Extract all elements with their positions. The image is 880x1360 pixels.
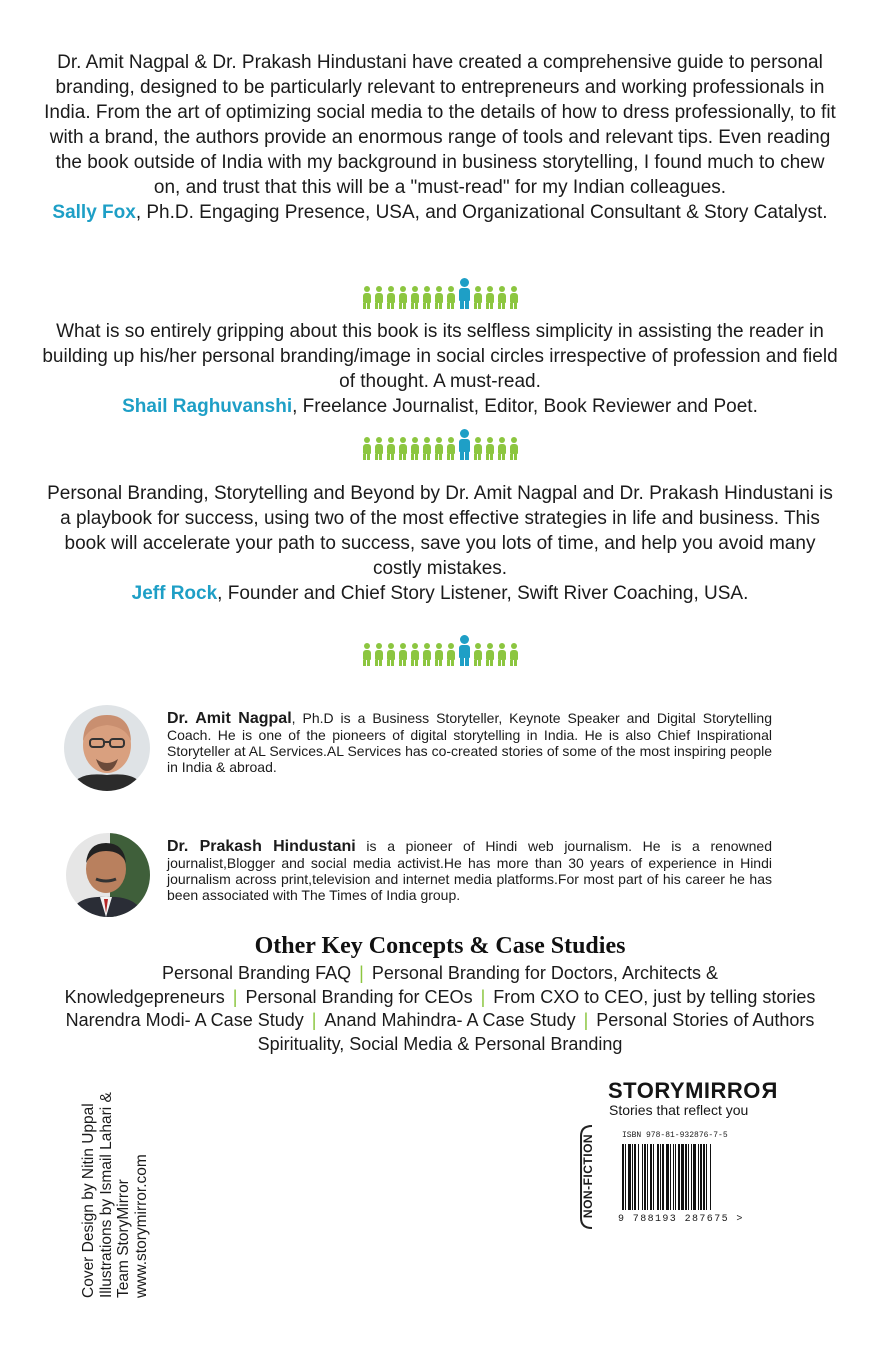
concept-separator: | — [311, 1010, 317, 1030]
review-shail-raghuvanshi — [40, 319, 840, 419]
author-bio-text: , Ph.D is a Business Storyteller, Keynote Speaker and Digital Storytelling Coach. He is one of the pioneers of digital storytelling in India. He is also Chief Inspirational Storyteller at AL Services.AL Services has co-created stories of some of the most inspiring people in India & abroad. — [167, 710, 772, 775]
author-photo-prakash-hindustani — [66, 833, 150, 917]
person-icon — [363, 437, 371, 460]
people-divider-icon — [0, 283, 880, 309]
concept-item: Personal Stories of Authors — [596, 1010, 815, 1030]
person-highlight-icon — [459, 278, 470, 309]
person-icon — [399, 286, 407, 309]
storymirror-logo — [608, 1078, 777, 1104]
person-icon — [399, 437, 407, 460]
author-name: Dr. Prakash Hindustani — [167, 838, 356, 855]
person-icon — [363, 286, 371, 309]
concept-separator: | — [583, 1010, 589, 1030]
person-icon — [387, 643, 395, 666]
concept-item: Personal Branding FAQ — [162, 963, 352, 983]
person-icon — [423, 643, 431, 666]
review-attribution — [40, 200, 840, 225]
people-divider-icon — [0, 640, 880, 666]
concept-item: From CXO to CEO, just by telling stories — [493, 986, 816, 1007]
concepts-line — [20, 986, 860, 1010]
person-icon — [399, 643, 407, 666]
concept-separator: | — [480, 986, 486, 1007]
credit-line: Cover Design by Nitin Uppal — [80, 1103, 97, 1298]
logo-mirror: MIRROR — [685, 1078, 778, 1103]
person-icon — [498, 437, 506, 460]
person-icon — [435, 286, 443, 309]
person-icon — [387, 437, 395, 460]
person-highlight-icon — [459, 429, 470, 460]
author-bio-amit-nagpal — [167, 710, 772, 775]
concept-item: Personal Branding for Doctors, Architects & — [371, 963, 718, 983]
isbn-label: ISBN 978-81-932876-7-5 — [622, 1131, 728, 1140]
publisher-tagline: Stories that reflect you — [609, 1102, 749, 1118]
person-icon — [375, 437, 383, 460]
person-icon — [423, 437, 431, 460]
review-attribution — [40, 581, 840, 606]
author-photo-amit-nagpal — [64, 705, 150, 791]
reviewer-name: Shail Raghuvanshi — [122, 396, 293, 417]
review-quote: Personal Branding, Storytelling and Beyond by Dr. Amit Nagpal and Dr. Prakash Hindustani is a playbook for success, using two of the most effective strategies in life and business. This book will accelerate your path to success, save you lots of time, and help you avoid many costly mistakes. — [47, 483, 833, 579]
author-bio-prakash-hindustani — [167, 838, 772, 903]
concept-separator: | — [232, 986, 238, 1007]
person-icon — [411, 437, 419, 460]
concepts-line — [20, 962, 860, 986]
author-name: Dr. Amit Nagpal — [167, 710, 292, 727]
concept-item: Personal Branding for CEOs — [245, 986, 473, 1007]
person-icon — [474, 643, 482, 666]
person-icon — [474, 286, 482, 309]
cover-credits — [80, 1038, 150, 1298]
genre-label: NON-FICTION — [581, 1133, 595, 1219]
person-icon — [387, 286, 395, 309]
person-icon — [447, 643, 455, 666]
concept-separator: | — [359, 963, 364, 983]
person-icon — [435, 437, 443, 460]
person-icon — [474, 437, 482, 460]
author-bio-text: is a pioneer of Hindi web journalism. He is a renowned journalist,Blogger and social media activist.He has more than 30 years of experience in Hindi journalism across print,television and internet media platforms.For most part of his career he has been associated with The Times of India group. — [167, 838, 772, 903]
person-icon — [510, 437, 518, 460]
person-icon — [486, 643, 494, 666]
reviewer-name: Sally Fox — [52, 202, 136, 223]
review-sally-fox — [40, 50, 840, 225]
person-icon — [447, 437, 455, 460]
barcode-bars — [622, 1144, 711, 1210]
reviewer-role: , Freelance Journalist, Editor, Book Reviewer and Poet. — [292, 396, 758, 417]
person-icon — [486, 286, 494, 309]
person-icon — [375, 286, 383, 309]
concept-item: Knowledgepreneurs — [64, 986, 225, 1007]
person-icon — [510, 643, 518, 666]
concept-item: Spirituality, Social Media & Personal Branding — [257, 1033, 623, 1054]
person-icon — [435, 643, 443, 666]
review-quote: Dr. Amit Nagpal & Dr. Prakash Hindustani have created a comprehensive guide to personal branding, designed to be particularly relevant to entrepreneurs and working professionals in India. From the art of optimizing social media to the details of how to dress professionally, to fit with a brand, the authors provide an enormous range of tools and relevant tips. Even reading the book outside of India with my background in business storytelling, I found much to chew on, and trust that this will be a "must-read" for my Indian colleagues. — [44, 52, 836, 198]
logo-story: STORY — [608, 1078, 686, 1103]
people-divider-icon — [0, 434, 880, 460]
reviewer-role: , Ph.D. Engaging Presence, USA, and Organizational Consultant & Story Catalyst. — [135, 202, 828, 223]
credit-line: www.storymirror.com — [132, 1154, 150, 1298]
person-icon — [510, 286, 518, 309]
concept-item: Narendra Modi- A Case Study — [65, 1010, 304, 1030]
isbn-digits: 9 788193 287675 > — [618, 1214, 744, 1225]
credit-line: Illustrations by Ismail Lahari & — [97, 1092, 115, 1298]
reviewer-role: , Founder and Chief Story Listener, Swift River Coaching, USA. — [217, 583, 749, 604]
person-icon — [375, 643, 383, 666]
person-icon — [363, 643, 371, 666]
person-icon — [498, 286, 506, 309]
credit-line: Team StoryMirror — [115, 1179, 132, 1298]
person-highlight-icon — [459, 635, 470, 666]
review-attribution — [40, 394, 840, 419]
concepts-title: Other Key Concepts & Case Studies — [254, 933, 626, 959]
reviewer-name: Jeff Rock — [131, 583, 218, 604]
concepts-line — [20, 1009, 860, 1033]
person-icon — [486, 437, 494, 460]
review-quote: What is so entirely gripping about this book is its selfless simplicity in assisting the reader in building up his/her personal branding/image in social circles irrespective of profession and field of thought. A must-read. — [42, 321, 838, 392]
person-icon — [411, 286, 419, 309]
person-icon — [411, 643, 419, 666]
person-icon — [447, 286, 455, 309]
person-icon — [423, 286, 431, 309]
concept-item: Anand Mahindra- A Case Study — [324, 1010, 576, 1030]
person-icon — [498, 643, 506, 666]
review-jeff-rock — [40, 481, 840, 606]
